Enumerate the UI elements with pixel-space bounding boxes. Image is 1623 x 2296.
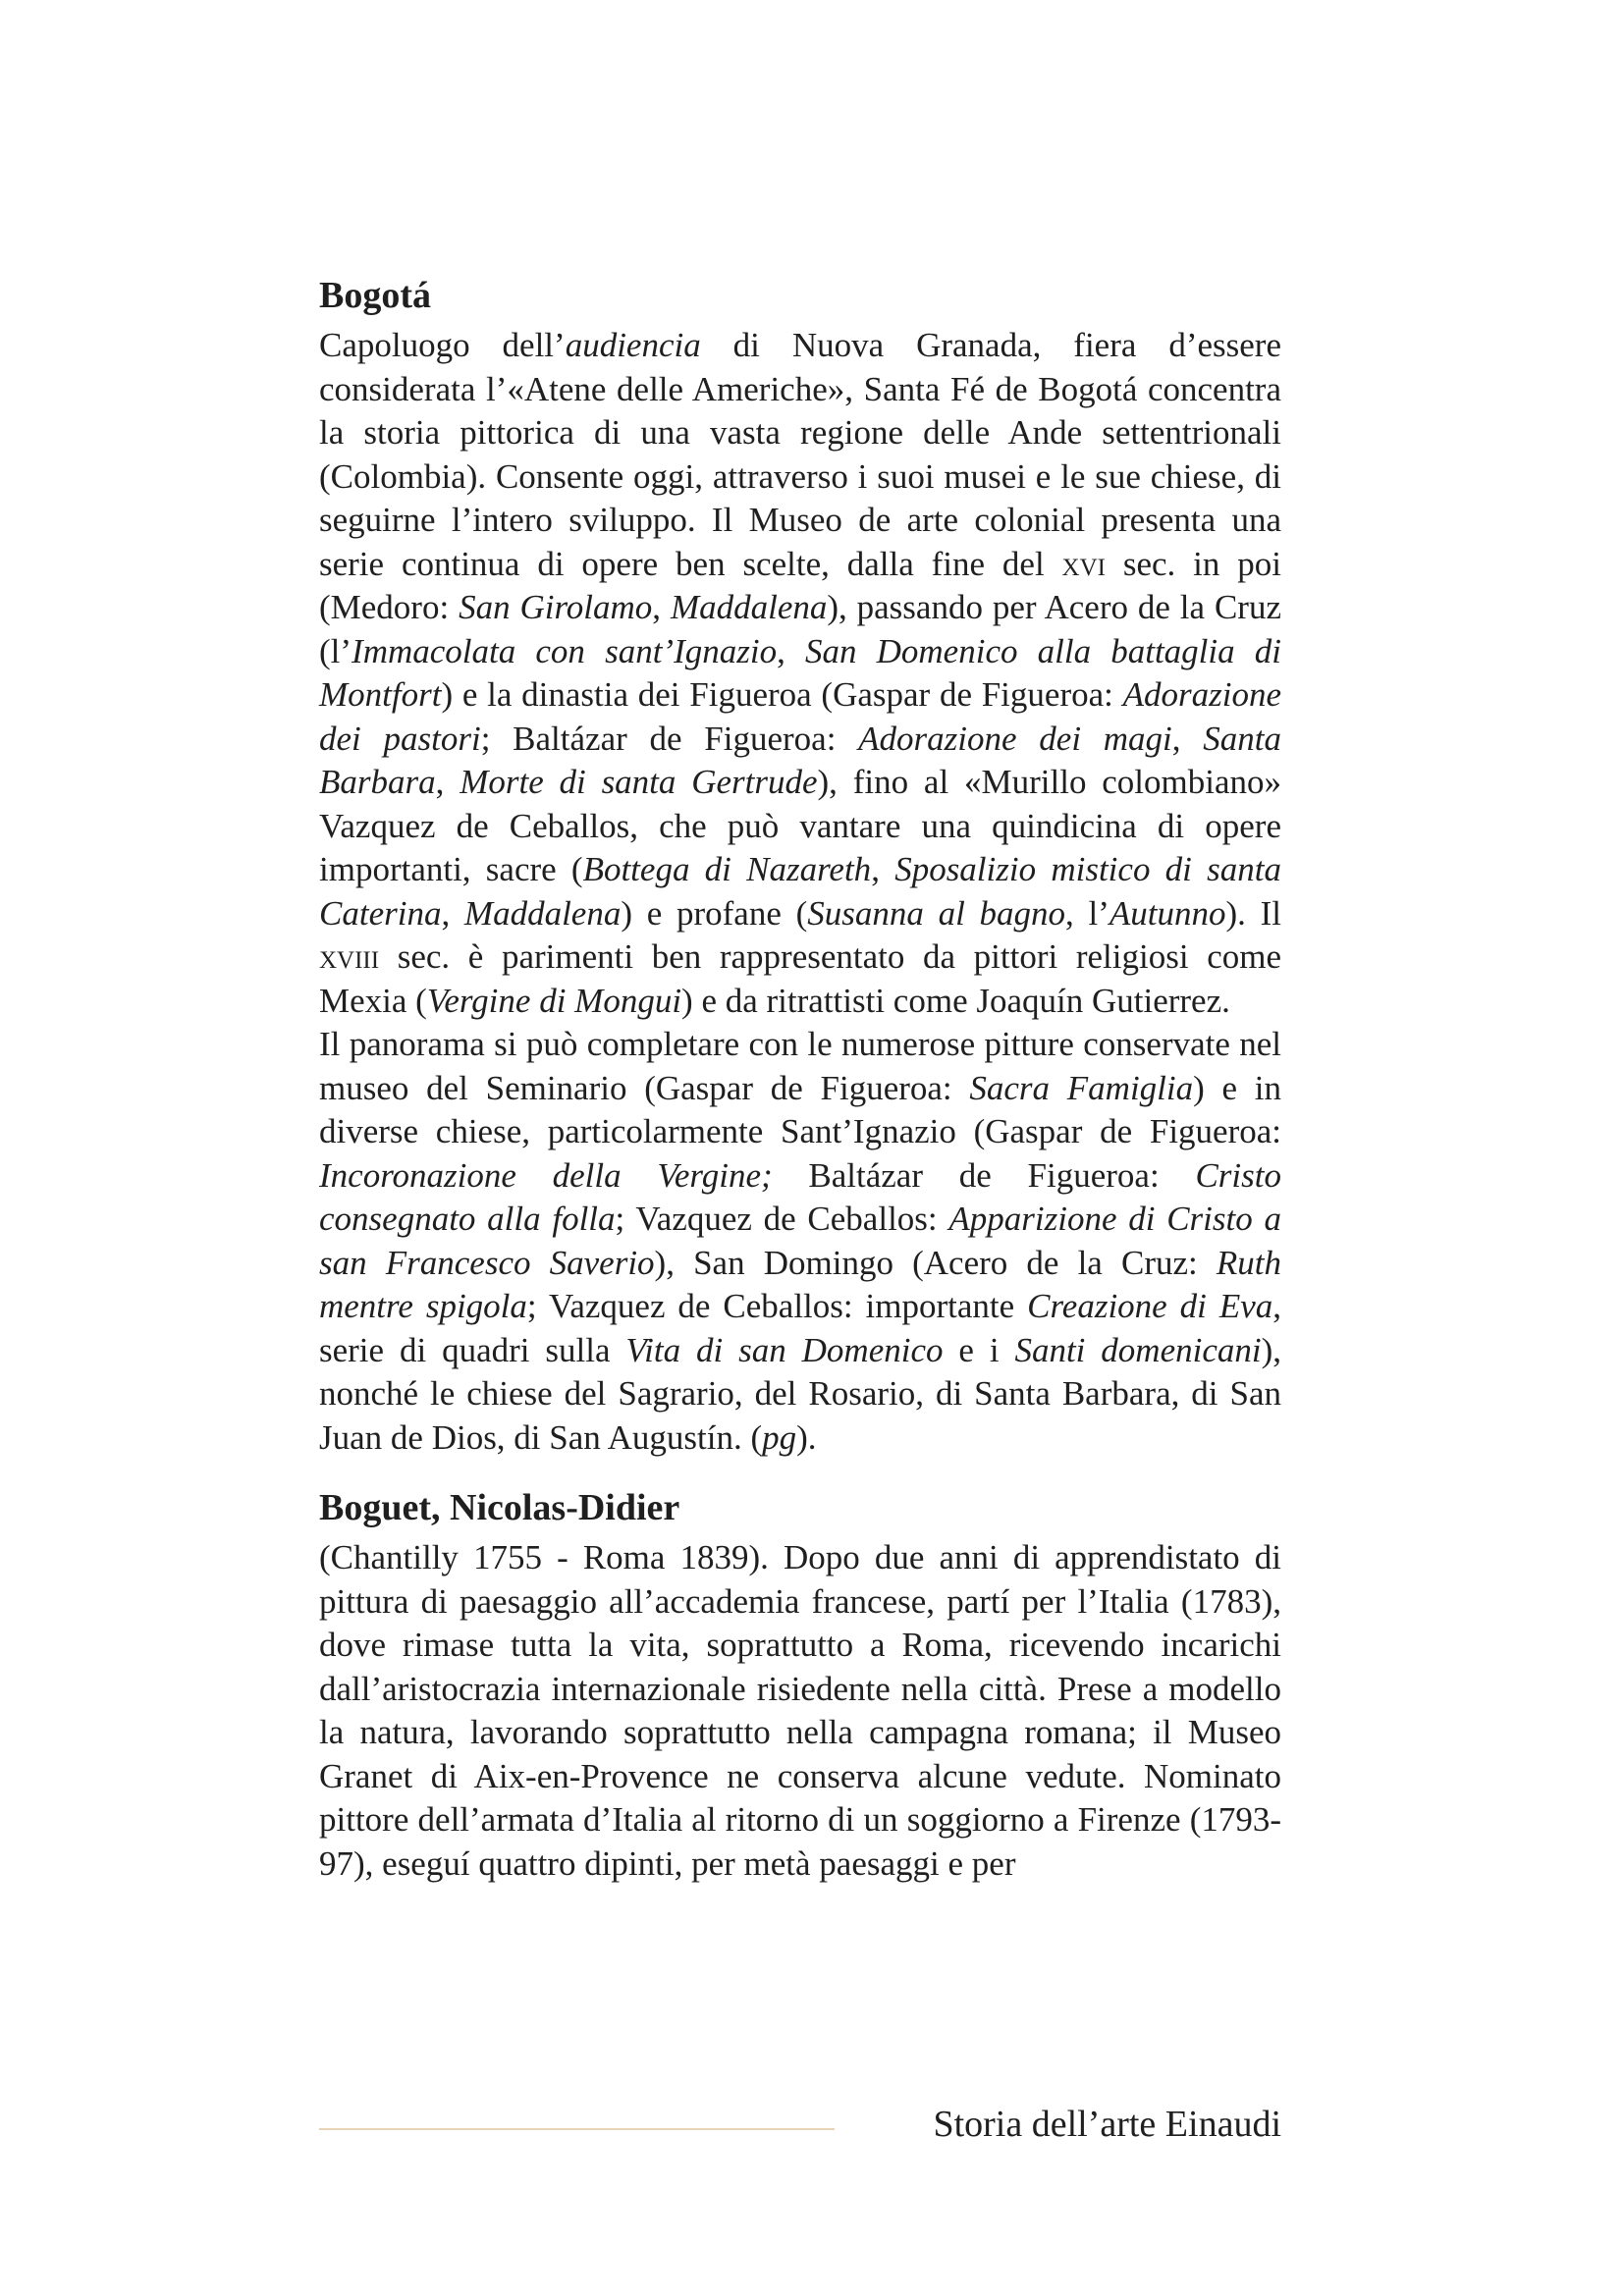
- entry-paragraph: [319, 1536, 1281, 1886]
- italic-text: Cristo consegnato alla folla: [319, 1155, 1281, 1238]
- italic-text: Ruth mentre spigola: [319, 1243, 1281, 1325]
- italic-text: Maddalena: [670, 588, 828, 626]
- entry-boguet: [319, 1485, 1281, 1886]
- footer-rule: [319, 2128, 835, 2130]
- body-text: Baltázar de Figueroa:: [772, 1155, 1196, 1195]
- body-text: di Nuova Granada, fiera d’essere considerata l’«Atene delle Americhe», Santa Fé de Bogotá concentra la storia pittorica di una vasta regione delle Ande settentrionali (Colombia). Consente oggi, attraverso i suoi musei e le sue chiese, di seguirne l’intero sviluppo. Il Museo de arte colonial presenta una serie continua di opere ben scelte, dalla fine del: [319, 326, 1281, 583]
- body-text: ), San Domingo (Acero de la Cruz:: [654, 1243, 1217, 1282]
- body-text: ) e in diverse chiese, particolarmente Sant’Ignazio (Gaspar de Figueroa:: [319, 1068, 1282, 1150]
- body-text: ), fino al «Murillo colombiano» Vazquez de Ceballos, che può vantare una quindicina di opere importanti, sacre (: [319, 763, 1281, 888]
- body-text: ; Vazquez de Ceballos:: [615, 1200, 949, 1238]
- italic-text: Santa Barbara: [319, 719, 1282, 801]
- italic-text: Immacolata con sant’Ignazio: [352, 631, 778, 670]
- entry-bogota: [319, 273, 1281, 1460]
- italic-text: Vita di san Domenico: [625, 1330, 944, 1369]
- body-text: Il panorama si può completare con le numerose pitture conservate nel museo del Seminario (Gaspar de Figueroa:: [319, 1025, 1281, 1107]
- italic-text: pg: [762, 1417, 797, 1457]
- body-text: ,: [652, 588, 671, 626]
- body-text: ), nonché le chiese del Sagrario, del Rosario, di Santa Barbara, di San Juan de Dios, di San Augustín. (: [319, 1330, 1281, 1457]
- italic-text: Autunno: [1109, 893, 1226, 933]
- body-text: ).: [796, 1417, 817, 1457]
- body-text: (Chantilly 1755 - Roma 1839). Dopo due anni di apprendistato di pittura di paesaggio all’accademia francese, partí per l’Italia (1783), dove rimase tutta la vita, soprattutto a Roma, ricevendo incarichi dall’aristocrazia internazionale risiedente nella città. Prese a modello la natura, lavorando soprattutto nella campagna romana; il Museo Granet di Aix-en-Provence ne conserva alcune vedute. Nominato pittore dell’armata d’Italia al ritorno di un soggiorno a Firenze (1793-97), eseguí quattro dipinti, per metà paesaggi e per: [319, 1538, 1281, 1883]
- body-text: ) e profane (: [621, 893, 808, 933]
- entry-title: Bogotá: [319, 275, 431, 316]
- body-text: , serie di quadri sulla: [319, 1287, 1281, 1369]
- italic-text: Maddalena: [463, 893, 622, 933]
- footer-publisher: Storia dell’arte Einaudi: [933, 2104, 1281, 2145]
- entry-body: [319, 1536, 1281, 1886]
- italic-text: Creazione di Eva: [1027, 1287, 1273, 1325]
- body-text: ) e la dinastia dei Figueroa (Gaspar de Figueroa:: [441, 675, 1123, 714]
- body-text: ,: [441, 893, 464, 933]
- italic-text: Susanna al bagno: [807, 893, 1066, 933]
- italic-text: Bottega di Nazareth: [582, 850, 872, 888]
- italic-text: Vergine di Mongui: [426, 981, 682, 1020]
- italic-text: Santi domenicani: [1014, 1330, 1262, 1369]
- small-caps-text: xvi: [1061, 544, 1106, 583]
- body-text: ,: [777, 631, 805, 670]
- body-text: e i: [943, 1330, 1015, 1369]
- entry-paragraph: [319, 1023, 1281, 1460]
- page-footer: [319, 2099, 1281, 2158]
- body-text: ,: [871, 850, 895, 888]
- italic-text: Adorazione dei pastori: [319, 675, 1281, 758]
- body-text: sec. è parimenti ben rappresentato da pittori religiosi come Mexia (: [319, 937, 1281, 1020]
- body-text: ; Vazquez de Ceballos: importante: [526, 1287, 1028, 1325]
- entry-separator: [319, 1460, 1281, 1485]
- page-content: [319, 273, 1281, 1886]
- italic-text: Incoronazione della Vergine;: [319, 1155, 773, 1195]
- italic-text: Sposalizio mistico di santa Caterina: [319, 850, 1281, 933]
- entry-title: Boguet, Nicolas-Didier: [319, 1487, 680, 1528]
- body-text: ,: [435, 763, 460, 801]
- italic-text: Sacra Famiglia: [969, 1068, 1194, 1107]
- small-caps-text: xviii: [319, 937, 380, 976]
- body-text: , l’: [1065, 893, 1109, 933]
- entry-body: [319, 324, 1281, 1460]
- italic-text: Morte di santa Gertrude: [460, 763, 818, 801]
- body-text: ). Il: [1225, 893, 1281, 933]
- body-text: Capoluogo dell’: [319, 326, 566, 364]
- body-text: ), passando per Acero de la Cruz (l’: [319, 588, 1281, 670]
- italic-text: San Domenico alla battaglia di Montfort: [319, 631, 1281, 714]
- body-text: ) e da ritrattisti come Joaquín Gutierrez.: [681, 981, 1230, 1020]
- body-text: sec. in poi (Medoro:: [319, 544, 1281, 626]
- italic-text: Adorazione dei magi: [858, 719, 1172, 758]
- entry-paragraph: [319, 324, 1281, 1023]
- italic-text: San Girolamo: [459, 588, 653, 626]
- italic-text: Apparizione di Cristo a san Francesco Saverio: [319, 1200, 1281, 1282]
- body-text: ,: [1171, 719, 1204, 758]
- body-text: ; Baltázar de Figueroa:: [480, 719, 859, 758]
- italic-text: audiencia: [565, 326, 701, 364]
